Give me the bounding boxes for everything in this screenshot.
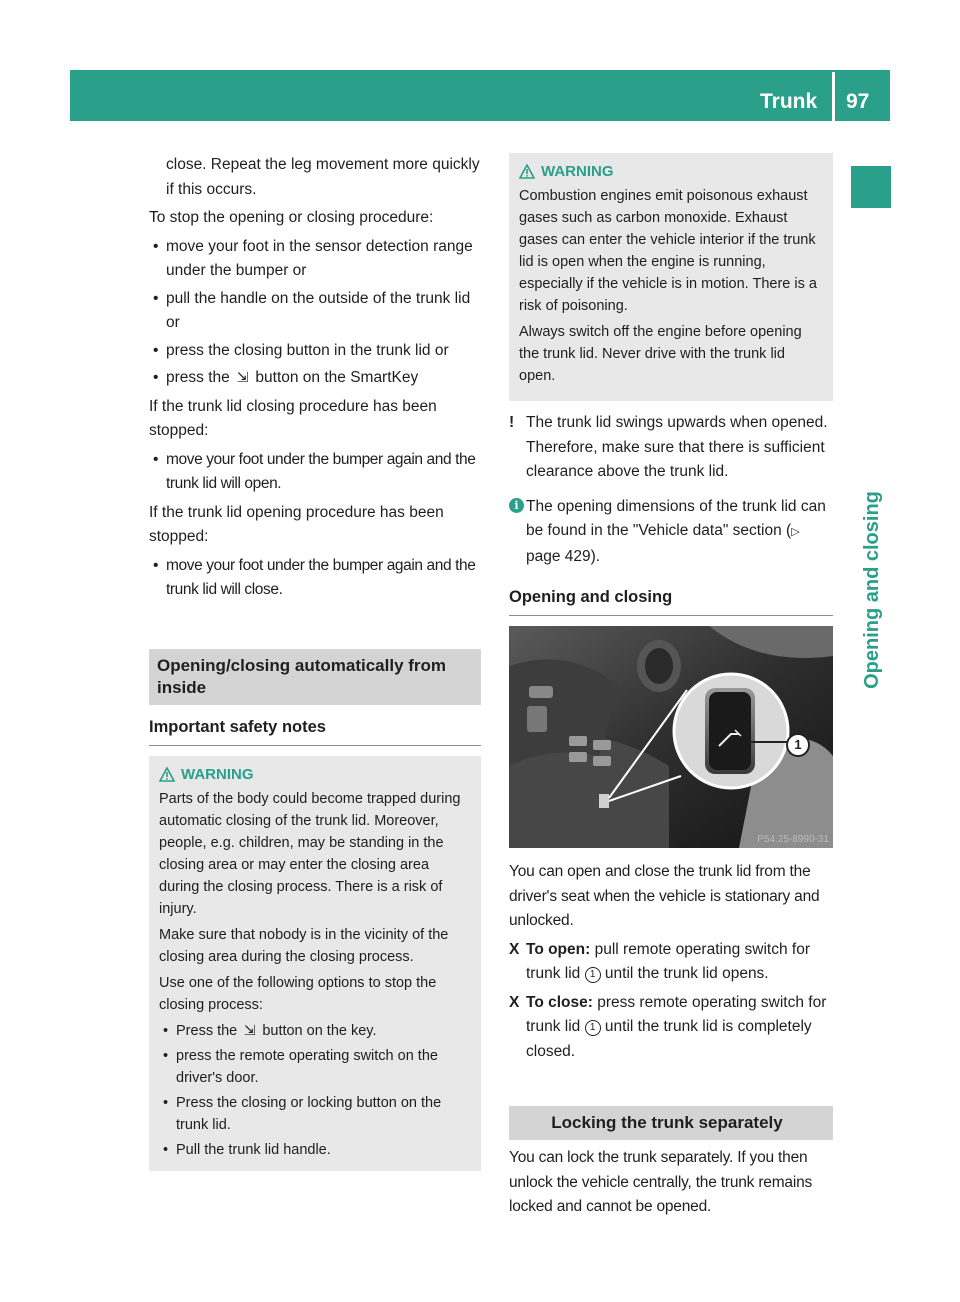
list-item: • move your foot in the sensor detection range under the bumper or bbox=[149, 235, 481, 284]
callout-number: 1 bbox=[786, 733, 810, 757]
warning-text: Use one of the following options to stop the closing process: bbox=[159, 974, 437, 1013]
warning-triangle-icon bbox=[159, 767, 175, 782]
page-section-title: Trunk bbox=[760, 90, 818, 113]
subheading: Important safety notes bbox=[149, 715, 481, 746]
header-divider bbox=[832, 72, 835, 121]
final-paragraph: You can lock the trunk separately. If you then unlock the vehicle centrally, the trunk remains locked and cannot be opened. bbox=[509, 1149, 813, 1215]
warning-heading: WARNING bbox=[159, 764, 473, 786]
warning-heading: WARNING bbox=[519, 161, 825, 183]
notice-note: ! The trunk lid swings upwards when opened. Therefore, make sure that there is sufficient clearance above the trunk lid. bbox=[509, 411, 833, 485]
step-arrow-icon: X bbox=[509, 940, 520, 958]
warning-triangle-icon bbox=[519, 164, 535, 179]
info-icon: i bbox=[509, 498, 524, 513]
warning-text: Always switch off the engine before opening the trunk lid. Never drive with the trunk lid open. bbox=[519, 324, 802, 384]
step-open: X To open: pull remote operating switch for trunk lid 1 until the trunk lid opens. bbox=[509, 938, 833, 987]
list-item: • press the remote operating switch on the driver's door. bbox=[159, 1045, 473, 1089]
list-item: • pull the handle on the outside of the trunk lid or bbox=[149, 287, 481, 336]
right-column bbox=[509, 153, 833, 1220]
exclamation-icon: ! bbox=[509, 414, 515, 431]
left-column bbox=[149, 153, 481, 1171]
chapter-tab-label: Opening and closing bbox=[860, 491, 883, 689]
trunk-switch-photo bbox=[509, 626, 833, 848]
list-item: • Press the closing or locking button on the trunk lid. bbox=[159, 1092, 473, 1136]
list-item: • Press the ⇲ button on the key. bbox=[159, 1020, 473, 1042]
page-number: 97 bbox=[846, 90, 870, 113]
warning-text: Make sure that nobody is in the vicinity of the closing area during the closing process. bbox=[159, 926, 449, 965]
section-heading: Locking the trunk separately bbox=[509, 1106, 833, 1140]
warning-text: Parts of the body could become trapped during automatic closing of the trunk lid. Moreover, people, e.g. children, may be standing in the closing area or may enter the closing area during the closing process. There is a risk of injury. bbox=[159, 790, 461, 917]
info-note: i The opening dimensions of the trunk lid can be found in the "Vehicle data" section (▷ page 429). bbox=[509, 495, 833, 570]
closing-stopped-intro: If the trunk lid closing procedure has been stopped: bbox=[149, 397, 437, 439]
stop-procedure-intro: To stop the opening or closing procedure: bbox=[149, 209, 434, 226]
trunk-key-icon: ⇲ bbox=[243, 1022, 256, 1039]
step-arrow-icon: X bbox=[509, 993, 520, 1011]
list-item: • move your foot under the bumper again and the trunk lid will close. bbox=[149, 554, 481, 603]
chapter-tab-marker bbox=[851, 166, 891, 208]
warning-text: Combustion engines emit poisonous exhaust gases such as carbon monoxide. Exhaust gases can enter the vehicle interior if the trunk lid is open when the engine is running, especially if the vehicle is in motion. There is a risk of poisoning. bbox=[519, 188, 817, 314]
section-heading: Opening/closing automatically from inside bbox=[149, 649, 481, 705]
opening-stopped-intro: If the trunk lid opening procedure has been stopped: bbox=[149, 503, 444, 545]
warning-box bbox=[149, 756, 481, 1171]
list-item: • Pull the trunk lid handle. bbox=[159, 1139, 473, 1161]
intro-paragraph: You can open and close the trunk lid from the driver's seat when the vehicle is stationary and unlocked. bbox=[509, 863, 820, 929]
continued-paragraph: close. Repeat the leg movement more quickly if this occurs. bbox=[166, 156, 480, 198]
image-code: P54.25-8990-31 bbox=[757, 834, 829, 845]
step-close: X To close: press remote operating switch for trunk lid 1 until the trunk lid is completely closed. bbox=[509, 991, 833, 1065]
driver-door-switch-illustration bbox=[509, 626, 833, 848]
trunk-key-icon: ⇲ bbox=[236, 370, 249, 386]
page-ref-arrow-icon: ▷ bbox=[791, 526, 800, 538]
callout-1-badge: 1 bbox=[585, 967, 601, 983]
list-item: • press the closing button in the trunk lid or bbox=[149, 339, 481, 364]
subheading: Opening and closing bbox=[509, 585, 833, 616]
warning-box bbox=[509, 153, 833, 401]
list-item: • move your foot under the bumper again and the trunk lid will open. bbox=[149, 448, 481, 497]
callout-1-badge: 1 bbox=[585, 1020, 601, 1036]
list-item: • press the ⇲ button on the SmartKey bbox=[149, 366, 481, 391]
page-reference-link[interactable]: page 429). bbox=[526, 547, 601, 565]
